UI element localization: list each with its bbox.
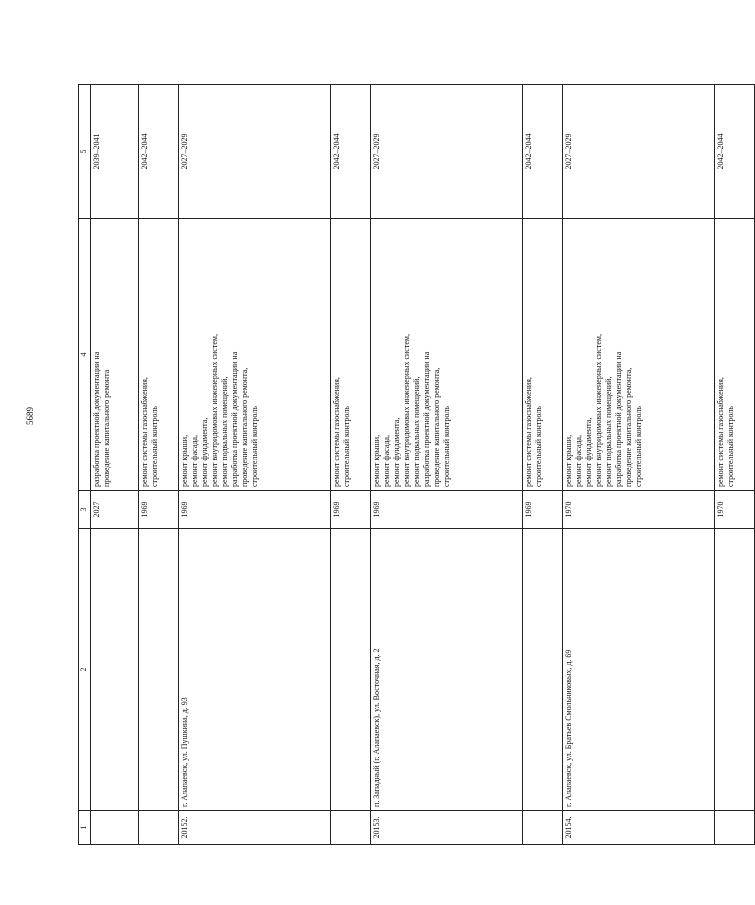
period-cell: 2042–2044: [523, 85, 563, 219]
table-row: [371, 85, 523, 845]
address-cell: [139, 529, 179, 811]
table-row: [715, 85, 755, 845]
works-cell: [371, 219, 523, 491]
work-item: разработка проектной документации на: [230, 351, 239, 487]
work-item: ремонт фундамента,: [392, 417, 401, 487]
period-cell: 2027–2029: [371, 85, 523, 219]
table-row: [523, 85, 563, 845]
header-row: [79, 85, 91, 845]
work-item: проведение капитального ремонта,: [432, 367, 441, 487]
work-item: проведение капитального ремонта: [102, 369, 111, 487]
work-item: строительный контроль: [442, 406, 451, 487]
work-item: строительный контроль: [634, 406, 643, 487]
year-cell: 1969: [179, 491, 331, 529]
works-cell: [523, 219, 563, 491]
work-item: строительный контроль: [726, 406, 735, 487]
year-cell: 2027: [91, 491, 139, 529]
work-item: ремонт внутридомовых инженерных систем,: [594, 334, 603, 487]
works-cell: [91, 219, 139, 491]
work-item: строительный контроль: [150, 406, 159, 487]
work-item: ремонт фундамента,: [200, 417, 209, 487]
period-cell: 2042–2044: [139, 85, 179, 219]
work-item: разработка проектной документации на: [422, 351, 431, 487]
header-cell-5: 5: [79, 85, 91, 219]
work-item: ремонт подвальных помещений,: [412, 376, 421, 487]
work-item: ремонт фасада,: [382, 435, 391, 487]
period-cell: 2039–2041: [91, 85, 139, 219]
work-item: ремонт фасада,: [190, 435, 199, 487]
year-cell: 1969: [523, 491, 563, 529]
work-item: разработка проектной документации на: [92, 351, 101, 487]
work-item: строительный контроль: [250, 406, 259, 487]
work-item: ремонт системы газоснабжения,: [140, 377, 149, 487]
header-cell-1: 1: [79, 811, 91, 845]
work-item: ремонт крыши,: [180, 434, 189, 487]
year-cell: 1969: [371, 491, 523, 529]
row-number: [91, 811, 139, 845]
header-cell-2: 2: [79, 529, 91, 811]
works-cell: [139, 219, 179, 491]
work-item: проведение капитального ремонта,: [624, 367, 633, 487]
work-item: ремонт подвальных помещений,: [220, 376, 229, 487]
table-row: [139, 85, 179, 845]
work-item: ремонт фасада,: [574, 435, 583, 487]
year-cell: 1969: [331, 491, 371, 529]
work-item: ремонт внутридомовых инженерных систем,: [402, 334, 411, 487]
works-cell: [179, 219, 331, 491]
period-cell: 2042–2044: [331, 85, 371, 219]
address-cell: [523, 529, 563, 811]
row-number: 20153.: [371, 811, 523, 845]
year-cell: 1970: [715, 491, 755, 529]
work-item: ремонт подвальных помещений,: [604, 376, 613, 487]
address-cell: г. Алапаевск, ул. Пушкина, д. 93: [179, 529, 331, 811]
header-cell-4: 4: [79, 219, 91, 491]
work-item: ремонт системы газоснабжения,: [332, 377, 341, 487]
work-item: ремонт крыши,: [372, 434, 381, 487]
address-cell: п. Западный (г. Алапаевск), ул. Восточная, д. 2: [371, 529, 523, 811]
work-item: ремонт системы газоснабжения,: [524, 377, 533, 487]
works-cell: [331, 219, 371, 491]
page-number: 5689: [25, 407, 35, 425]
work-item: ремонт крыши,: [564, 434, 573, 487]
work-item: проведение капитального ремонта,: [240, 367, 249, 487]
row-number: [715, 811, 755, 845]
year-cell: 1969: [139, 491, 179, 529]
row-number: 20152.: [179, 811, 331, 845]
row-number: [331, 811, 371, 845]
period-cell: 2027–2029: [563, 85, 715, 219]
work-item: ремонт внутридомовых инженерных систем,: [210, 334, 219, 487]
works-cell: [715, 219, 755, 491]
row-number: [139, 811, 179, 845]
table-row: [331, 85, 371, 845]
address-cell: [715, 529, 755, 811]
row-number: [523, 811, 563, 845]
work-item: строительный контроль: [534, 406, 543, 487]
table-row: [91, 85, 139, 845]
capital-repair-table: [78, 84, 755, 845]
year-cell: 1970: [563, 491, 715, 529]
period-cell: 2027–2029: [179, 85, 331, 219]
table-row: [563, 85, 715, 845]
row-number: 20154.: [563, 811, 715, 845]
header-cell-3: 3: [79, 491, 91, 529]
address-cell: [91, 529, 139, 811]
table-row: [179, 85, 331, 845]
works-cell: [563, 219, 715, 491]
work-item: ремонт фундамента,: [584, 417, 593, 487]
address-cell: [331, 529, 371, 811]
work-item: строительный контроль: [342, 406, 351, 487]
address-cell: г. Алапаевск, ул. Братьев Смольниковых, д. 69: [563, 529, 715, 811]
work-item: разработка проектной документации на: [614, 351, 623, 487]
period-cell: 2042–2044: [715, 85, 755, 219]
work-item: ремонт системы газоснабжения,: [716, 377, 725, 487]
